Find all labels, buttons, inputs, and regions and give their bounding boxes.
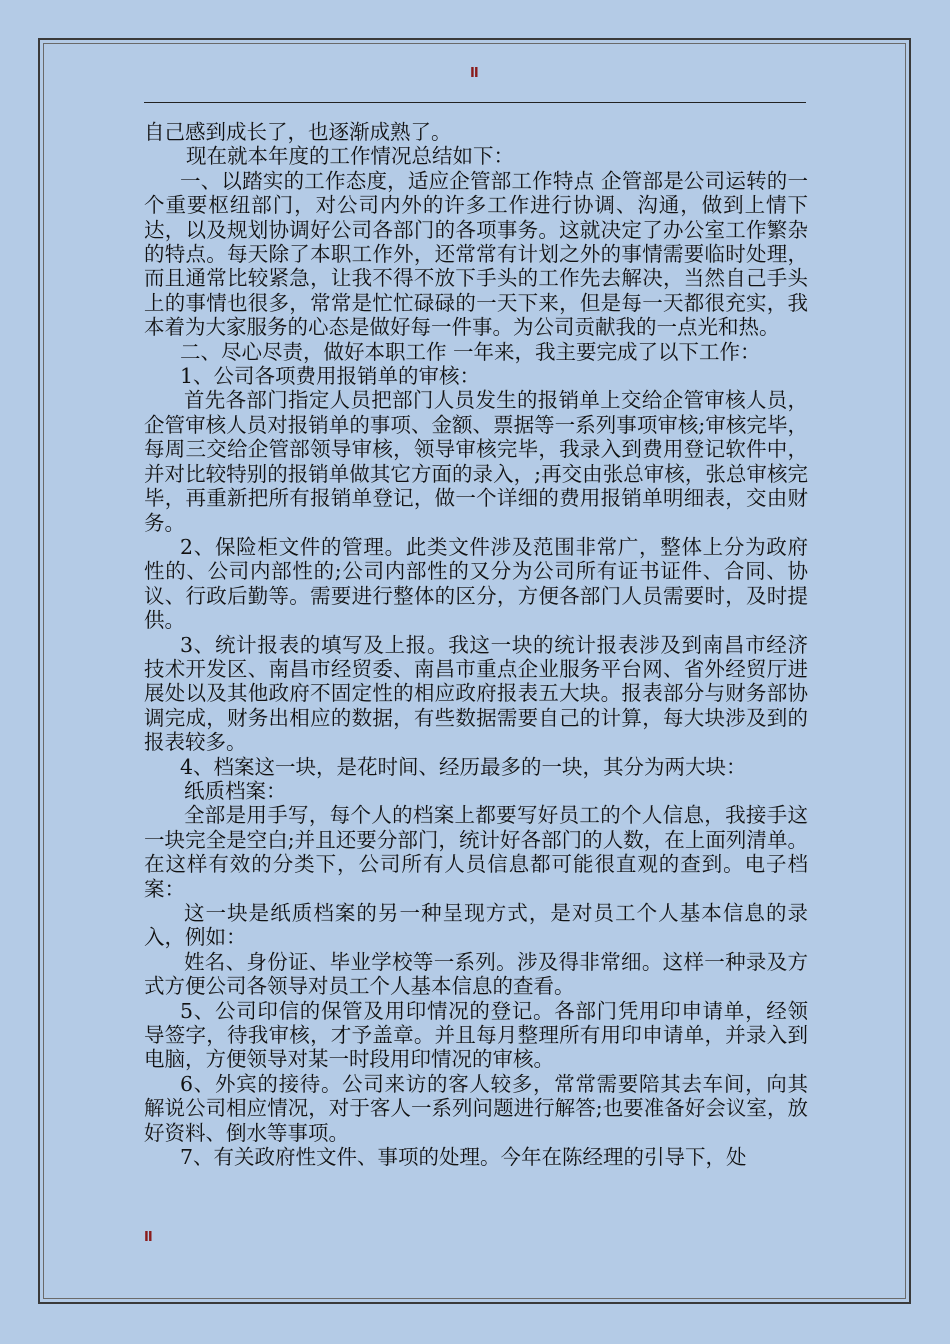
- paragraph: 现在就本年度的工作情况总结如下：: [186, 144, 514, 169]
- page-footer-mark: II: [144, 1230, 152, 1245]
- paragraph: 5、公司印信的保管及用印情况的登记。各部门凭用印申请单，经领导签字，待我审核，才予盖章。并且每月整理所有用印申请单，并录入到电脑，方便领导对某一时段用印情况的审核。: [144, 998, 808, 1072]
- paragraph: 一、以踏实的工作态度，适应企管部工作特点 企管部是公司运转的一个重要枢纽部门，对公司内外的许多工作进行协调、沟通，做到上情下达，以及规划协调好公司各部门的各项事务。这就决定了办公室工作繁杂的特点。每天除了本职工作外，还常常有计划之外的事情需要临时处理，而且通常比较紧急，让我不得不放下手头的工作先去解决，当然自己手头上的事情也很多，常常是忙忙碌碌的一天下来，但是每一天都很充实，我本着为大家服务的心态是做好每一件事。为公司贡献我的一点光和热。: [144, 168, 808, 340]
- paragraph: 姓名、身份证、毕业学校等一系列。涉及得非常细。这样一种录及方式方便公司各领导对员工个人基本信息的查看。: [144, 949, 808, 999]
- page-header-mark: II: [470, 66, 478, 81]
- paragraph: 7、有关政府性文件、事项的处理。今年在陈经理的引导下，处: [180, 1145, 747, 1170]
- paragraph: 1、公司各项费用报销单的审核：: [180, 364, 481, 389]
- document-body: [144, 120, 808, 1220]
- paragraph: 全部是用手写，每个人的档案上都要写好员工的个人信息，我接手这一块完全是空白;并且还要分部门，统计好各部门的人数，在上面列清单。在这样有效的分类下，公司所有人员信息都可能很直观的查到。电子档案：: [144, 803, 808, 901]
- paragraph: 自己感到成长了，也逐渐成熟了。: [144, 120, 452, 144]
- paragraph: 4、档案这一块，是花时间、经历最多的一块，其分为两大块：: [180, 754, 747, 779]
- paragraph: 这一块是纸质档案的另一种呈现方式，是对员工个人基本信息的录入，例如：: [144, 901, 808, 950]
- paragraph: 纸质档案：: [184, 778, 287, 803]
- paragraph: 3、统计报表的填写及上报。我这一块的统计报表涉及到南昌市经济技术开发区、南昌市经贸委、南昌市重点企业服务平台网、省外经贸厅进展处以及其他政府不固定性的相应政府报表五大块。报表部分与财务部协调完成，财务出相应的数据，有些数据需要自己的计算，每大块涉及到的报表较多。: [144, 632, 808, 755]
- paragraph: 2、保险柜文件的管理。此类文件涉及范围非常广，整体上分为政府性的、公司内部性的;公司内部性的又分为公司所有证书证件、合同、协议、行政后勤等。需要进行整体的区分，方便各部门人员需要时，及时提供。: [144, 534, 808, 633]
- header-rule: [144, 102, 806, 103]
- paragraph: 二、尽心尽责，做好本职工作 一年来，我主要完成了以下工作：: [180, 339, 761, 364]
- paragraph: 6、外宾的接待。公司来访的客人较多，常常需要陪其去车间，向其解说公司相应情况，对于客人一系列问题进行解答;也要准备好会议室，放好资料、倒水等事项。: [144, 1071, 808, 1145]
- paragraph: 首先各部门指定人员把部门人员发生的报销单上交给企管审核人员，企管审核人员对报销单的事项、金额、票据等一系列事项审核;审核完毕，每周三交给企管部领导审核，领导审核完毕，我录入到费用登记软件中，并对比较特别的报销单做其它方面的录入，;再交由张总审核，张总审核完毕，再重新把所有报销单登记，做一个详细的费用报销单明细表，交由财务。: [144, 388, 808, 535]
